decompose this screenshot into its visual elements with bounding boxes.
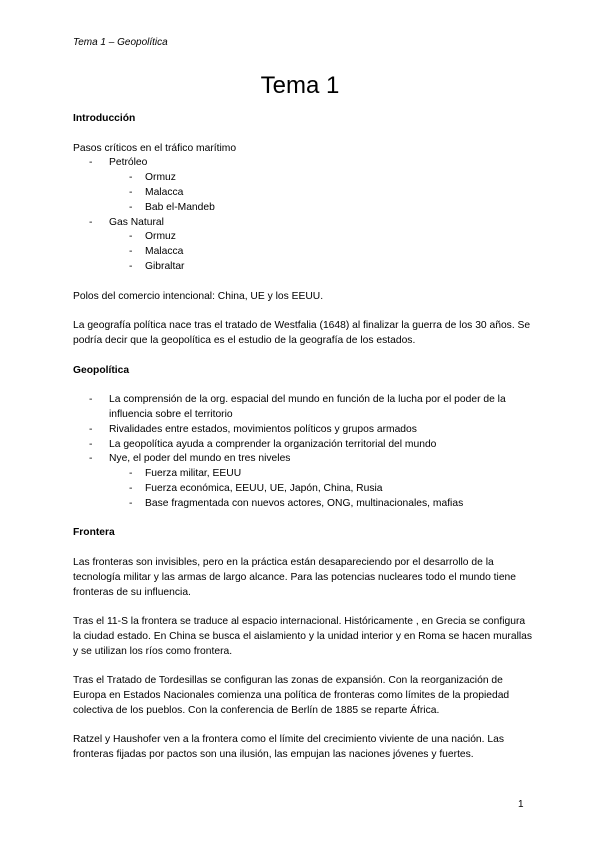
frontera-paragraph: Las fronteras son invisibles, pero en la práctica están desapareciendo por el desarrollo de la tecnología militar y las armas de largo alcance. Para las potencias nucleares todo el mundo tiene fronteras de su influencia. bbox=[73, 556, 517, 598]
list-item: - Ormuz bbox=[129, 230, 533, 245]
pasos-title: Pasos críticos en el tráfico marítimo bbox=[73, 142, 237, 154]
list-item: - Rivalidades entre estados, movimientos políticos y grupos armados bbox=[89, 423, 533, 438]
nye-sublist bbox=[109, 467, 533, 511]
list-item: - La geopolítica ayuda a comprender la organización territorial del mundo bbox=[89, 438, 533, 453]
list-item: - Ormuz bbox=[129, 171, 533, 186]
gas-sublist bbox=[109, 230, 533, 274]
list-item: - Malacca bbox=[129, 245, 533, 260]
frontera-paragraph: Ratzel y Haushofer ven a la frontera como el límite del crecimiento viviente de una nación. Las fronteras fijadas por pactos son una ilusión, las empujan las naciones jóvenes y fuertes. bbox=[73, 734, 504, 761]
page-header: Tema 1 – Geopolítica bbox=[73, 37, 168, 48]
petroleo-sublist bbox=[109, 171, 533, 215]
geopolitica-list bbox=[73, 393, 533, 511]
list-item: - Gibraltar bbox=[129, 260, 533, 275]
list-item-gas: - Gas Natural - Ormuz - Malacca - Gibraltar bbox=[89, 216, 533, 275]
document-body bbox=[73, 112, 533, 763]
heading-geopolitica: Geopolítica bbox=[73, 364, 130, 376]
geografia-paragraph: La geografía política nace tras el tratado de Westfalia (1648) al finalizar la guerra de los 30 años. Se podría decir que la geopolítica es el estudio de la geografía de los estados. bbox=[73, 320, 531, 346]
page-number: 1 bbox=[518, 799, 524, 810]
heading-introduccion: Introducción bbox=[73, 113, 136, 124]
list-item-nye: - Nye, el poder del mundo en tres niveles - Fuerza militar, EEUU - Fuerza económica, EEUU, UE, Japón, China, Rusia - Base fragmentada con nuevos actores, ONG, multinacionales, mafias bbox=[89, 452, 533, 511]
pasos-list bbox=[73, 156, 533, 274]
list-item: - Malacca bbox=[129, 186, 533, 201]
heading-frontera: Frontera bbox=[73, 527, 115, 539]
list-item: - Bab el-Mandeb bbox=[129, 201, 533, 216]
frontera-paragraph: Tras el Tratado de Tordesillas se configuran las zonas de expansión. Con la reorganización de Europa en Estados Nacionales comienza una política de fronteras como límites de la propiedad colectiva de los pueblos. Con la conferencia de Berlín de 1885 se reparte África. bbox=[73, 675, 510, 716]
list-item: - Fuerza militar, EEUU bbox=[129, 467, 533, 482]
list-item: - Base fragmentada con nuevos actores, ONG, multinacionales, mafias bbox=[129, 497, 533, 512]
polos-paragraph: Polos del comercio intencional: China, UE y los EEUU. bbox=[73, 290, 324, 302]
list-item: - La comprensión de la org. espacial del mundo en función de la lucha por el poder de la influencia sobre el territorio bbox=[89, 393, 533, 423]
list-item: - Fuerza económica, EEUU, UE, Japón, China, Rusia bbox=[129, 482, 533, 497]
frontera-paragraph: Tras el 11-S la frontera se traduce al espacio internacional. Históricamente , en Grecia se configura la ciudad estado. En China se busca el aislamiento y la unidad interior y en Roma se hacen murallas y se utilizan los ríos como frontera. bbox=[73, 616, 533, 657]
list-item-petroleo: - Petróleo - Ormuz - Malacca - Bab el-Mandeb bbox=[89, 156, 533, 215]
page-title: Tema 1 bbox=[260, 72, 340, 99]
